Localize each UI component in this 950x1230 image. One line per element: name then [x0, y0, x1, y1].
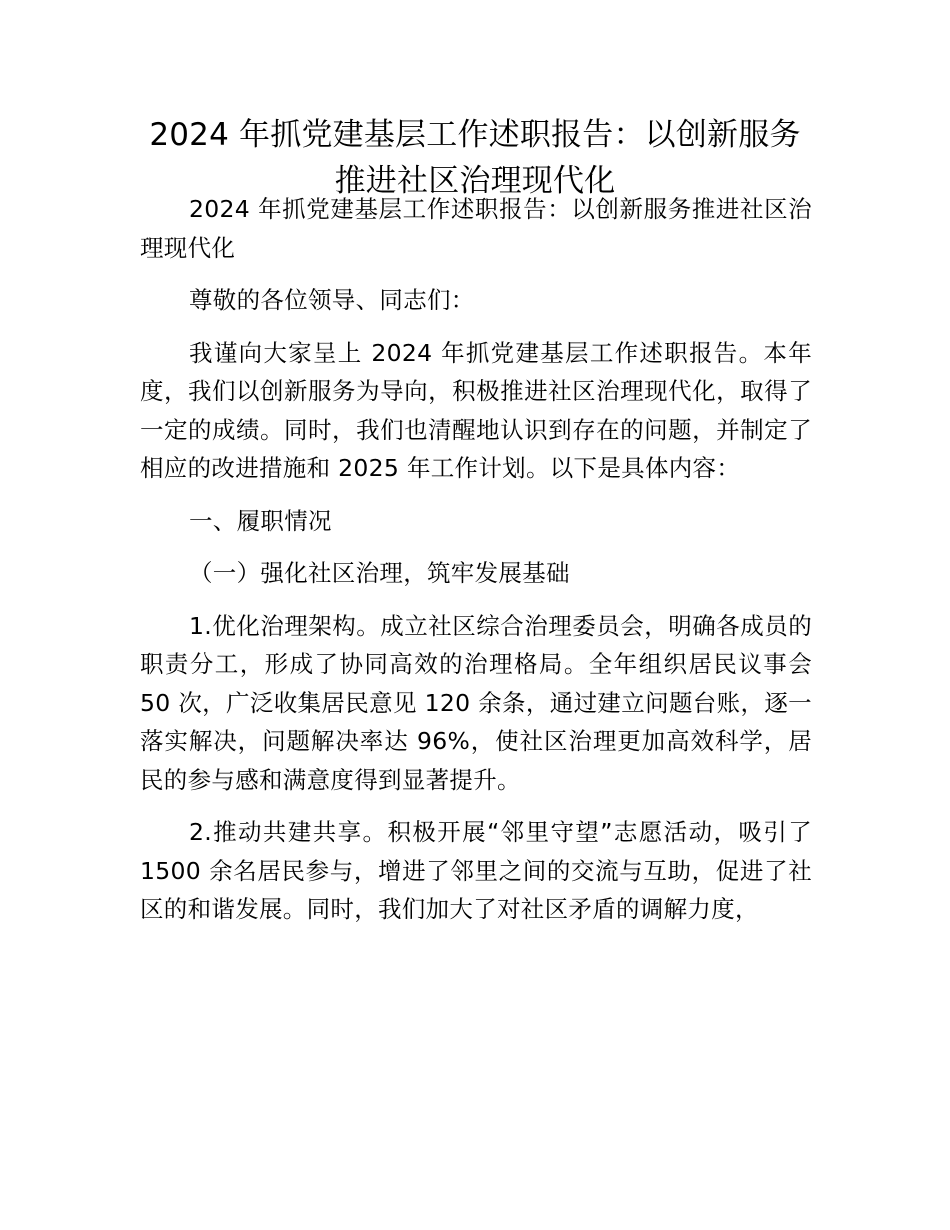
- paragraph-item-2: 2.推动共建共享。积极开展“邻里守望”志愿活动，吸引了 1500 余名居民参与，增进了邻里之间的交流与互助，促进了社区的和谐发展。同时，我们加大了对社区矛盾的调解力度，: [140, 818, 812, 923]
- paragraph-item-1: 1.优化治理架构。成立社区综合治理委员会，明确各成员的职责分工，形成了协同高效的治理格局。全年组织居民议事会 50 次，广泛收集居民意见 120 余条，通过建立问题台账，逐一落实解决，问题解决率达 96%，使社区治理更加高效科学，居民的参与感和满意度得到显著提升。: [140, 611, 812, 794]
- paragraph-subtitle: 2024 年抓党建基层工作述职报告：以创新服务推进社区治理现代化: [140, 195, 812, 262]
- paragraph-intro: 我谨向大家呈上 2024 年抓党建基层工作述职报告。本年度，我们以创新服务为导向，积极推进社区治理现代化，取得了一定的成绩。同时，我们也清醒地认识到存在的问题，并制定了相应的改进措施和 2025 年工作计划。以下是具体内容：: [140, 338, 812, 482]
- paragraph-salutation: 尊敬的各位领导、同志们：: [189, 286, 475, 314]
- document-body: [140, 190, 812, 943]
- subsection-heading: （一）强化社区治理，筑牢发展基础: [189, 559, 570, 587]
- section-heading: 一、履职情况: [189, 506, 332, 535]
- document-title: 2024 年抓党建基层工作述职报告：以创新服务推进社区治理现代化: [149, 117, 801, 199]
